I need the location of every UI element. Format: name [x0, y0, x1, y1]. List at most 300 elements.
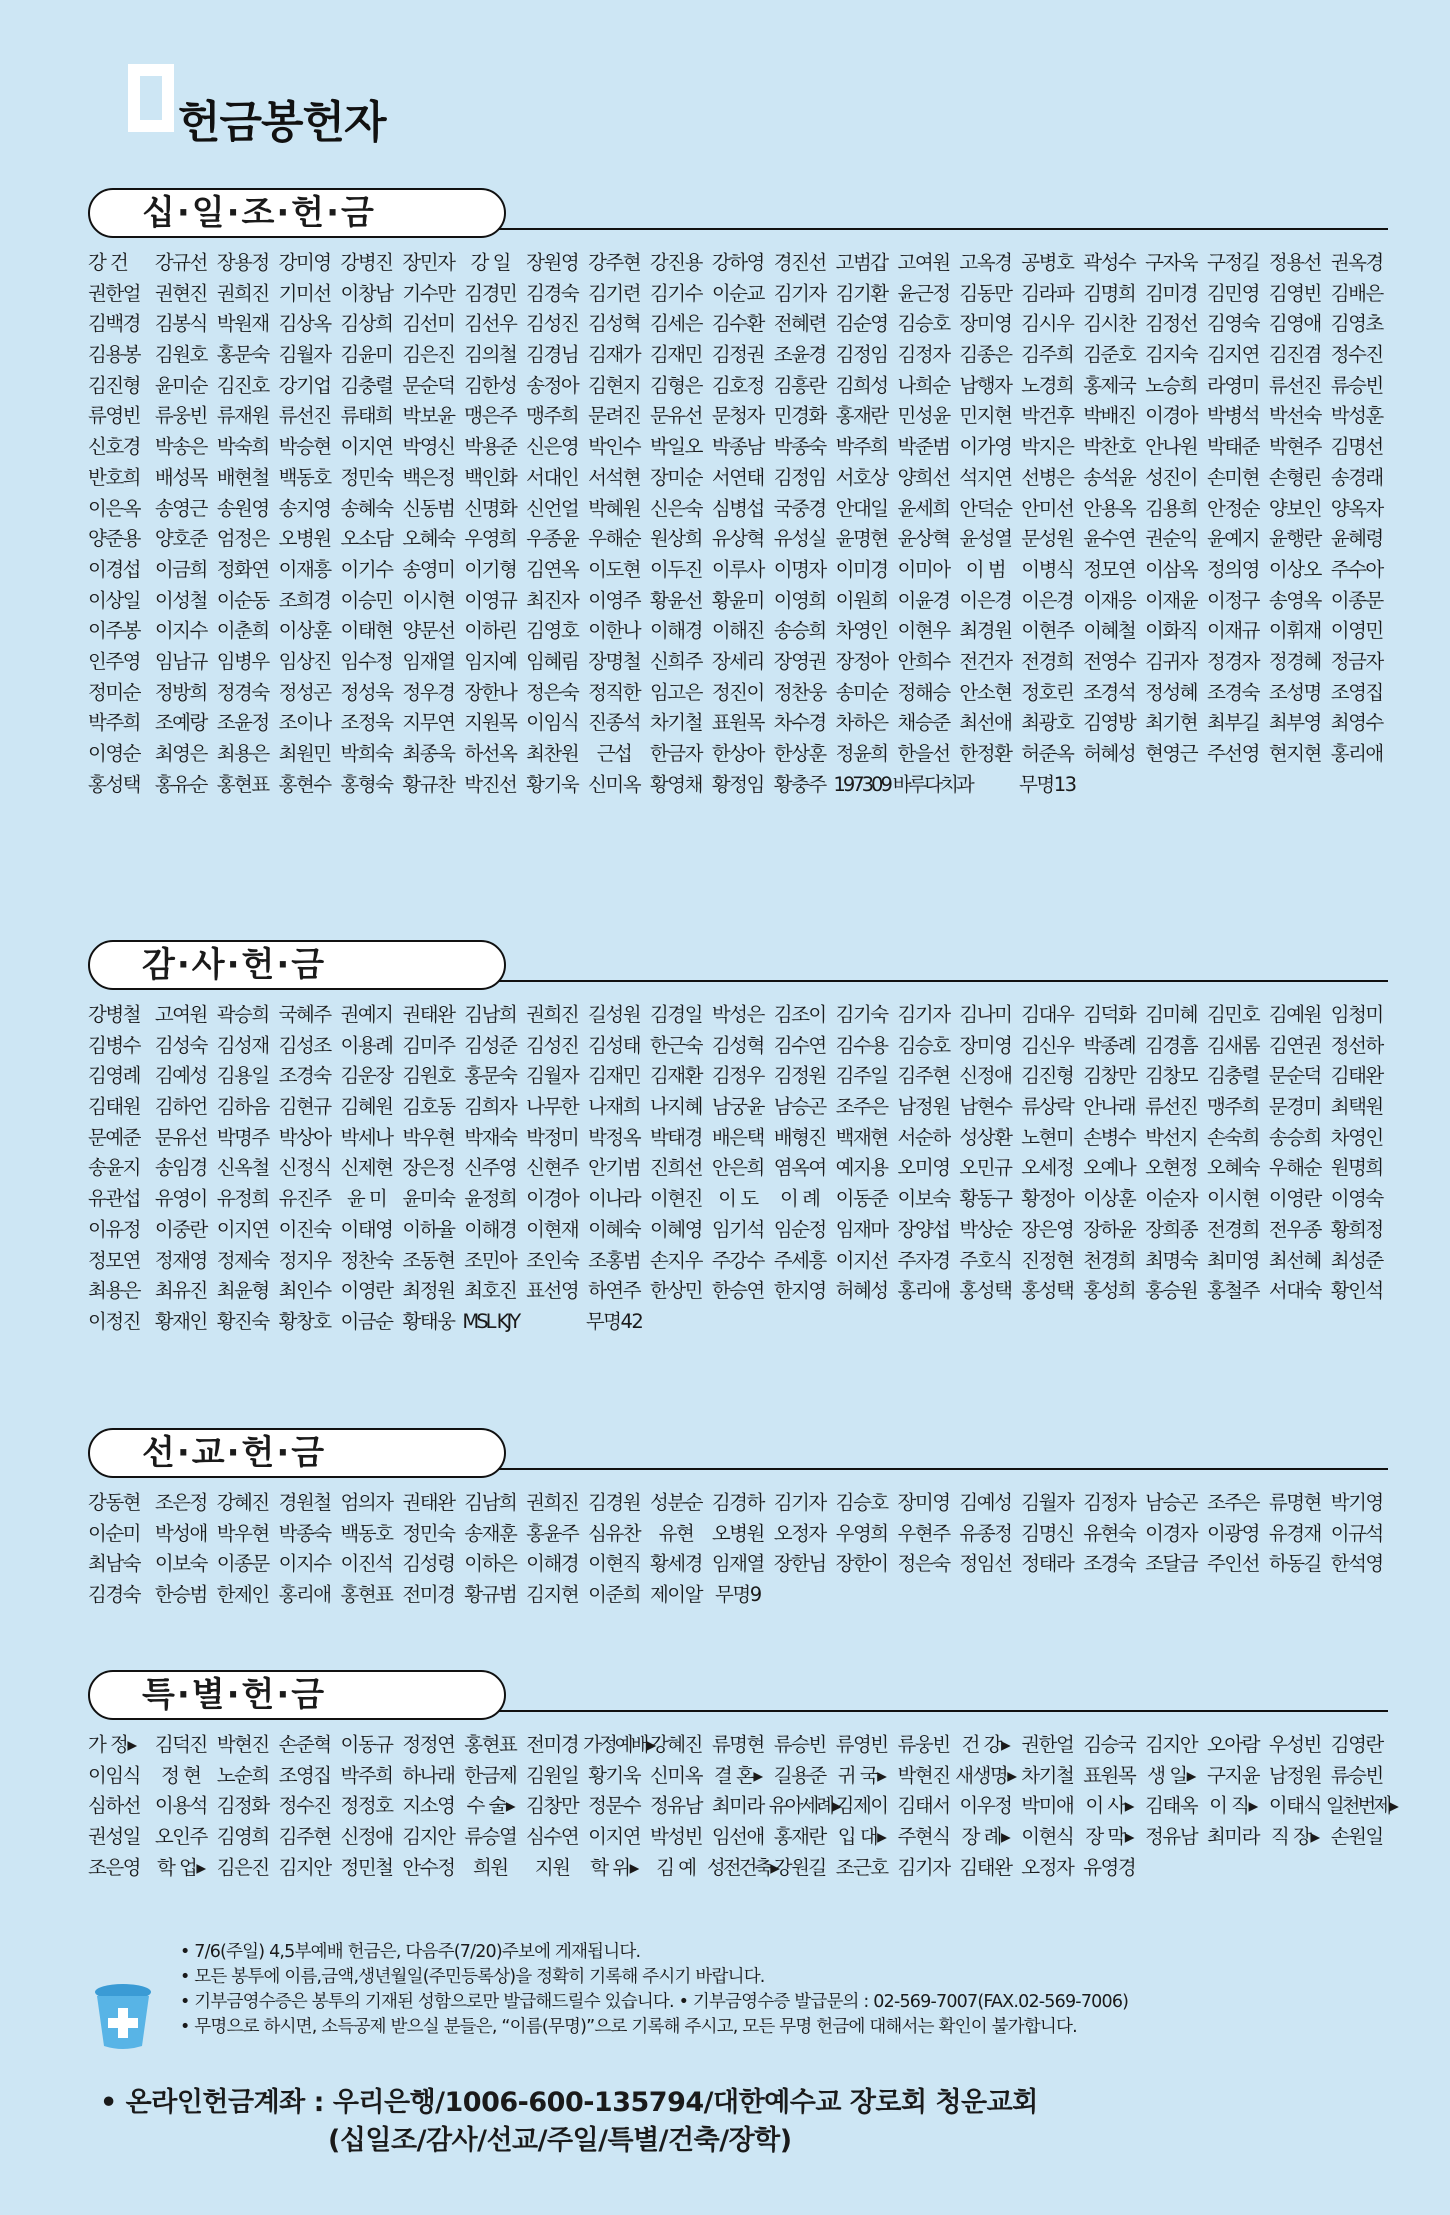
donor-name: 정모연: [1083, 557, 1136, 581]
note-item: • 모든 봉투에 이름,금액,생년월일(주민등록상)을 정확히 기록해 주시기 바랍니다.: [180, 1967, 765, 1987]
donor-name: 문성원: [1021, 527, 1074, 551]
donor-name: 이하율: [402, 1217, 455, 1241]
donor-name: 최영수: [1330, 711, 1383, 735]
section-header: [88, 1428, 1388, 1482]
donor-name: 이도현: [588, 557, 641, 581]
donor-name: 최원민: [278, 742, 331, 765]
donor-name: 정문수: [588, 1794, 641, 1818]
donor-name: 한근숙: [649, 1033, 702, 1057]
donor-name: 박현진: [216, 1733, 269, 1756]
donor-name: 박선숙: [1268, 404, 1321, 428]
donor-name: 강병진: [340, 251, 393, 274]
donor-name: 김영호: [526, 619, 579, 643]
donor-name: 권성일: [88, 1825, 141, 1849]
donor-name: 김주현: [278, 1825, 331, 1849]
donor-name: 홍성택: [959, 1279, 1012, 1303]
donor-name: 지원: [534, 1855, 570, 1879]
donor-name: 김경숙: [88, 1583, 141, 1607]
donor-name: 한승연: [711, 1279, 764, 1303]
donor-name: 차하은: [835, 711, 888, 735]
donor-name: 김성재: [216, 1033, 269, 1057]
donor-name: 김미경: [1145, 281, 1198, 305]
donor-name: 정성욱: [340, 680, 393, 704]
donor-name: 허혜성: [1083, 742, 1136, 765]
donor-name: 곽성수: [1083, 251, 1136, 274]
donor-name: 박지은: [1021, 435, 1074, 459]
donor-name: 김승호: [897, 1033, 950, 1057]
donor-name: 유영경: [1083, 1855, 1136, 1879]
donor-name: 김예성: [154, 1064, 207, 1088]
donor-name: 희원: [472, 1855, 508, 1879]
donor-name: 이루사: [711, 557, 764, 581]
donor-name: 나재희: [588, 1095, 641, 1119]
donor-name: 이창남: [340, 281, 393, 305]
donor-name: 임수정: [340, 649, 393, 673]
donor-name: 입 대▸: [837, 1825, 886, 1849]
donor-name: 오병원: [711, 1521, 764, 1545]
donor-name: 황정아: [1021, 1187, 1074, 1211]
donor-name: 김남희: [464, 1003, 517, 1026]
donor-name: 건 강▸: [961, 1733, 1010, 1756]
donor-name: 김재환: [649, 1064, 702, 1088]
donor-name: 제이알: [649, 1583, 702, 1607]
donor-name: 김영빈: [1268, 281, 1321, 305]
donor-name: 우현주: [897, 1521, 950, 1545]
donor-name: 최기현: [1145, 711, 1198, 735]
donor-name: 김기숙: [835, 1003, 888, 1026]
donor-name: 이지수: [154, 619, 207, 643]
donor-name: 박준범: [897, 435, 950, 459]
donor-name: 신정애: [340, 1825, 393, 1849]
donor-name: 이영민: [1330, 619, 1383, 643]
donor-name: 임재열: [711, 1552, 764, 1576]
donor-name: 오인주: [154, 1825, 207, 1849]
donor-name: 김현규: [278, 1095, 331, 1119]
donor-name: 차수경: [773, 711, 826, 735]
donor-name: 최미영: [1206, 1248, 1259, 1272]
donor-name: 김경일: [649, 1003, 702, 1026]
donor-name: 이종문: [216, 1552, 269, 1576]
donor-name: 정성혜: [1145, 680, 1198, 704]
donor-name: 허혜성: [835, 1279, 888, 1303]
donor-name: 조민아: [464, 1248, 517, 1272]
donor-name: 류재원: [216, 404, 269, 428]
donor-name: 최선혜: [1268, 1248, 1321, 1272]
donor-name: 정우경: [402, 680, 455, 704]
donor-name: 오현정: [1145, 1156, 1198, 1180]
section-title: 선·교·헌·금: [88, 1428, 506, 1478]
donor-name: 김선미: [402, 312, 455, 336]
donor-name: 김태서: [897, 1794, 950, 1818]
donor-name: 박현주: [1268, 435, 1321, 459]
donor-name: 송재훈: [464, 1521, 517, 1545]
donor-name: 생 일▸: [1147, 1763, 1195, 1787]
donor-name: 박종남: [711, 435, 764, 459]
donor-name: 이금순: [340, 1309, 393, 1333]
donor-name: 장한나: [464, 680, 517, 704]
donor-name: 최정원: [402, 1279, 455, 1303]
donor-name: 신은숙: [649, 496, 702, 520]
donor-name: 최부영: [1268, 711, 1321, 735]
donor-name: 유종정: [959, 1521, 1012, 1545]
donor-name: 김봉식: [154, 312, 207, 336]
donor-name: 최미라: [711, 1794, 764, 1818]
donor-name: 양준용: [88, 527, 141, 551]
donor-name: 안나원: [1145, 435, 1198, 459]
donor-name: 이보숙: [154, 1552, 207, 1576]
donor-name: 이기형: [464, 557, 517, 581]
title-square-icon: [128, 64, 174, 132]
donor-name: 장영권: [773, 649, 826, 673]
donor-name: 문유선: [154, 1125, 207, 1149]
donor-name: 김재민: [649, 343, 702, 367]
donor-name: 이용석: [154, 1794, 207, 1818]
donor-name: 손준혁: [278, 1733, 331, 1756]
donor-name: 이경아: [1145, 404, 1198, 428]
donor-name: 정화연: [216, 557, 269, 581]
donor-name: 김지현: [526, 1583, 579, 1607]
donor-name: 심하선: [88, 1794, 141, 1818]
donor-name: 이현식: [1021, 1825, 1074, 1849]
donor-name: 허준옥: [1021, 742, 1074, 765]
donor-name: 신명화: [464, 496, 517, 520]
donor-name: 이 례: [780, 1187, 820, 1211]
donor-name: 이시현: [1206, 1187, 1259, 1211]
donor-name: 최명숙: [1145, 1248, 1198, 1272]
donor-name: 김승국: [1083, 1733, 1136, 1756]
donor-name: 오정자: [1021, 1855, 1074, 1879]
donor-name: 한승범: [154, 1583, 207, 1607]
note-item: • 기부금영수증은 봉투의 기재된 성함으로만 발급해드릴수 있습니다. • 기부금영수증 발급문의 : 02-569-7007(FAX.02-569-7006): [180, 1992, 1129, 2012]
donor-name: 윤혜령: [1330, 527, 1383, 551]
donor-name: 남현수: [959, 1095, 1012, 1119]
donor-name: 한을선: [897, 742, 950, 765]
donor-name: 예지용: [835, 1156, 888, 1180]
donor-name: 황재인: [154, 1309, 207, 1333]
donor-name: 우영희: [835, 1521, 888, 1545]
donor-name: 김승호: [835, 1491, 888, 1514]
donor-name: 정 현: [161, 1763, 201, 1787]
donor-name: 이상훈: [278, 619, 331, 643]
donor-name: 강혜진: [216, 1491, 269, 1514]
donor-name: 박태경: [649, 1125, 702, 1149]
donor-name: 류승빈: [773, 1733, 826, 1756]
donor-name: 조희경: [278, 588, 331, 612]
donor-name: 민성윤: [897, 404, 950, 428]
donor-name: 우해순: [588, 527, 641, 551]
donor-name: 김하음: [216, 1095, 269, 1119]
donor-name: 김지숙: [1145, 343, 1198, 367]
donor-name: 이하은: [464, 1552, 517, 1576]
donor-name: 표원목: [1083, 1763, 1136, 1787]
donor-name: 서대숙: [1268, 1279, 1321, 1303]
donor-name: 선병은: [1021, 465, 1074, 489]
donor-name: 유관섭: [88, 1187, 141, 1211]
donor-name: 류영빈: [835, 1733, 888, 1756]
donor-name: 새생명▸: [955, 1763, 1016, 1787]
donor-name: 박주희: [88, 711, 141, 735]
donor-name: 김새롬: [1206, 1033, 1259, 1057]
donor-name: 한상훈: [773, 742, 826, 765]
donor-name: 전혜련: [773, 312, 826, 336]
donor-name: 박정옥: [588, 1125, 641, 1149]
donor-name: 정경자: [1206, 649, 1259, 673]
donor-name: 정진이: [711, 680, 764, 704]
donor-name: 박종숙: [773, 435, 826, 459]
donor-name: 김상희: [340, 312, 393, 336]
donor-name: 이 직▸: [1209, 1794, 1257, 1818]
donor-name: 이 사▸: [1085, 1794, 1134, 1818]
page-title: 헌금봉헌자: [178, 97, 386, 148]
donor-name: 안미선: [1021, 496, 1074, 520]
donor-name: 노승희: [1145, 373, 1198, 397]
donor-name: 김호정: [711, 373, 764, 397]
note-item: • 무명으로 하시면, 소득공제 받으실 분들은, “이름(무명)”으로 기록해 주시고, 모든 무명 헌금에 대해서는 확인이 불가합니다.: [180, 2017, 1077, 2037]
donor-name: 최남숙: [88, 1552, 141, 1576]
donor-name: 이순교: [711, 281, 764, 305]
donor-name: 조은영: [88, 1855, 141, 1879]
donor-name: 최용은: [216, 742, 269, 765]
donor-name: 박성은: [711, 1003, 764, 1026]
donor-name: 우종윤: [526, 527, 579, 551]
donor-name: 이경아: [526, 1187, 579, 1211]
donor-name: 엄정은: [216, 527, 269, 551]
donor-name: 차기철: [1021, 1763, 1074, 1787]
donor-name: 김정자: [897, 343, 950, 367]
donor-name: 권한얼: [88, 281, 141, 305]
donor-name: 유경재: [1268, 1521, 1321, 1545]
donor-name: 신언얼: [526, 496, 579, 520]
donor-name: 조경숙: [1083, 1552, 1136, 1576]
donor-name: 이광영: [1206, 1521, 1259, 1545]
donor-name: 유정희: [216, 1187, 269, 1211]
name-grid: [88, 248, 1388, 800]
donor-name: 김미혜: [1145, 1003, 1198, 1026]
donor-name: 김경흠: [1145, 1033, 1198, 1057]
donor-name: 김원호: [402, 1064, 455, 1088]
donor-name: 김민호: [1206, 1003, 1259, 1026]
donor-name: 진정현: [1021, 1248, 1074, 1272]
donor-name: 맹주희: [526, 404, 579, 428]
donor-name: 안은희: [711, 1156, 764, 1180]
donor-name: 박용준: [464, 435, 517, 459]
donor-name: 김수용: [835, 1033, 888, 1057]
section-special: [88, 1670, 1396, 1883]
donor-name: 김운장: [340, 1064, 393, 1088]
donor-name: 정미순: [88, 680, 141, 704]
donor-name: 김정임: [773, 465, 826, 489]
donor-name: 박재숙: [464, 1125, 517, 1149]
donor-name: 남승곤: [773, 1095, 826, 1119]
donor-name: 홍유순: [154, 772, 207, 796]
donor-name: 김지안: [402, 1825, 455, 1849]
donor-name: 문예준: [88, 1125, 141, 1149]
donor-name: 우영희: [464, 527, 517, 551]
donor-name: 김지연: [1206, 343, 1259, 367]
donor-name: 이진석: [340, 1552, 393, 1576]
donor-name: 이지연: [588, 1825, 641, 1849]
donor-name: 표선영: [526, 1279, 579, 1303]
donor-name: 홍문숙: [216, 343, 269, 367]
donor-name: 신현주: [526, 1156, 579, 1180]
notes-list: [180, 1940, 1440, 2040]
donor-name: 오병원: [278, 527, 331, 551]
donor-name: 김성준: [464, 1033, 517, 1057]
donor-name: 최종욱: [402, 742, 455, 765]
donor-name: 류상락: [1021, 1095, 1074, 1119]
donor-name: 홍리애: [278, 1583, 331, 1607]
donor-name: 이휘재: [1268, 619, 1321, 643]
donor-name: 조경숙: [1206, 680, 1259, 704]
donor-name: 송혜숙: [340, 496, 393, 520]
donor-name: 임상진: [278, 649, 331, 673]
donor-name: 이재응: [1083, 588, 1136, 612]
donor-name: 백인화: [464, 465, 517, 489]
donor-name: 박기영: [1330, 1491, 1383, 1514]
donor-name: 이임식: [526, 711, 579, 735]
donor-name: 한금자: [649, 742, 702, 765]
donor-name: 김진겸: [1268, 343, 1321, 367]
donor-name: 남정원: [897, 1095, 950, 1119]
donor-name: 김신우: [1021, 1033, 1074, 1057]
donor-name: 홍성희: [1083, 1279, 1136, 1303]
donor-name: 이혜철: [1083, 619, 1136, 643]
donor-name: 오아람: [1206, 1733, 1259, 1756]
donor-name: 이정구: [1206, 588, 1259, 612]
donor-name: 전우종: [1268, 1217, 1321, 1241]
donor-name: 김예성: [959, 1491, 1012, 1514]
donor-name: 전미경: [402, 1583, 455, 1607]
donor-name: 곽승희: [216, 1003, 269, 1026]
donor-name: 오세정: [1021, 1156, 1074, 1180]
donor-name: 최성준: [1330, 1248, 1383, 1272]
donor-name: 이중란: [154, 1217, 207, 1241]
donor-name: 이종문: [1330, 588, 1383, 612]
donor-name: 김성령: [402, 1552, 455, 1576]
donor-name: 한제인: [216, 1583, 269, 1607]
donor-name: 김명희: [1083, 281, 1136, 305]
donor-name: 구자욱: [1145, 251, 1198, 274]
donor-name: 박종례: [1083, 1033, 1136, 1057]
donor-name: 김연옥: [526, 557, 579, 581]
donor-name: 이 범: [965, 557, 1006, 581]
donor-name: 김주현: [897, 1064, 950, 1088]
donor-name: 이영숙: [1330, 1187, 1383, 1211]
donor-name: 최영은: [154, 742, 207, 765]
donor-name: 한상아: [711, 742, 764, 765]
donor-name: 정호린: [1021, 680, 1074, 704]
donor-name: 장은정: [402, 1156, 455, 1180]
donor-name: 이영란: [1268, 1187, 1321, 1211]
donor-name: 김성태: [588, 1033, 641, 1057]
donor-name: 황동구: [959, 1187, 1012, 1211]
donor-name: 신정애: [959, 1064, 1012, 1088]
donor-name: 이현직: [588, 1552, 641, 1576]
donor-name: 전건자: [959, 649, 1012, 673]
donor-name: 조이나: [278, 711, 331, 735]
donor-name: 배은택: [711, 1125, 764, 1149]
donor-name: 송영미: [402, 557, 455, 581]
donor-name: 김창모: [1145, 1064, 1198, 1088]
donor-name: 박상아: [278, 1125, 331, 1149]
donor-name: 김동만: [959, 281, 1012, 305]
donor-name: 윤세희: [897, 496, 950, 520]
donor-name: 장양섭: [897, 1217, 950, 1241]
donor-name: 김상옥: [278, 312, 331, 336]
section-title: 감·사·헌·금: [88, 940, 506, 990]
donor-name: 정민숙: [402, 1521, 455, 1545]
donor-name: 전경희: [1206, 1217, 1259, 1241]
donor-name: 공병호: [1021, 251, 1074, 274]
donor-name: 남행자: [959, 373, 1012, 397]
donor-name: 진희선: [649, 1156, 702, 1180]
donor-name: 정민철: [340, 1855, 393, 1879]
donor-name: 김수연: [773, 1033, 826, 1057]
donor-name: 양보인: [1268, 496, 1321, 520]
donor-name: 이지연: [216, 1217, 269, 1241]
donor-name: 주인선: [1206, 1552, 1259, 1576]
donor-name: 197309: [833, 772, 890, 796]
donor-name: 안기범: [588, 1156, 641, 1180]
donor-name: 류명현: [1268, 1491, 1321, 1514]
donor-name: 장미영: [897, 1491, 950, 1514]
donor-name: 조근호: [835, 1855, 888, 1879]
donor-name: 오예나: [1083, 1156, 1136, 1180]
donor-name: 정찬웅: [773, 680, 826, 704]
donor-name: 남정원: [1268, 1763, 1321, 1787]
donor-name: 김 예: [656, 1855, 696, 1879]
donor-name: 무명9: [715, 1583, 761, 1607]
donor-name: 한정환: [959, 742, 1012, 765]
donor-name: 유성실: [773, 527, 826, 551]
donor-name: 신동범: [402, 496, 455, 520]
donor-name: 무명42: [585, 1309, 643, 1333]
donor-name: 송영옥: [1268, 588, 1321, 612]
donor-name: 문순덕: [402, 373, 455, 397]
donor-name: 김백경: [88, 312, 141, 336]
donor-name: 김원호: [154, 343, 207, 367]
donor-name: 김하언: [154, 1095, 207, 1119]
donor-name: 최선애: [959, 711, 1012, 735]
donor-name: 박주희: [340, 1763, 393, 1787]
donor-name: 김희성: [835, 373, 888, 397]
donor-name: 송원영: [216, 496, 269, 520]
donor-name: 이영란: [340, 1279, 393, 1303]
donor-name: 길용준: [773, 1763, 826, 1787]
donor-name: 정해승: [897, 680, 950, 704]
donor-name: 이태영: [340, 1217, 393, 1241]
donor-name: 강미영: [278, 251, 331, 274]
donor-name: 김준호: [1083, 343, 1136, 367]
donor-name: 박원재: [216, 312, 269, 336]
donor-name: 장한이: [835, 1552, 888, 1576]
donor-name: 주자경: [897, 1248, 950, 1272]
donor-name: 이현진: [649, 1187, 702, 1211]
donor-name: 송영근: [154, 496, 207, 520]
donor-name: 윤예지: [1206, 527, 1259, 551]
donor-name: 김윤미: [340, 343, 393, 367]
donor-name: 고범갑: [835, 251, 888, 274]
donor-name: 조달금: [1145, 1552, 1198, 1576]
donor-name: 귀 국▸: [837, 1763, 886, 1787]
donor-name: 박주희: [835, 435, 888, 459]
donor-name: 김정임: [835, 343, 888, 367]
donor-name: 안수정: [402, 1855, 455, 1879]
donor-name: 박종숙: [278, 1521, 331, 1545]
donor-name: 일천번제▸: [1325, 1794, 1396, 1818]
donor-name: 오미영: [897, 1156, 950, 1180]
donor-name: 이하린: [464, 619, 517, 643]
